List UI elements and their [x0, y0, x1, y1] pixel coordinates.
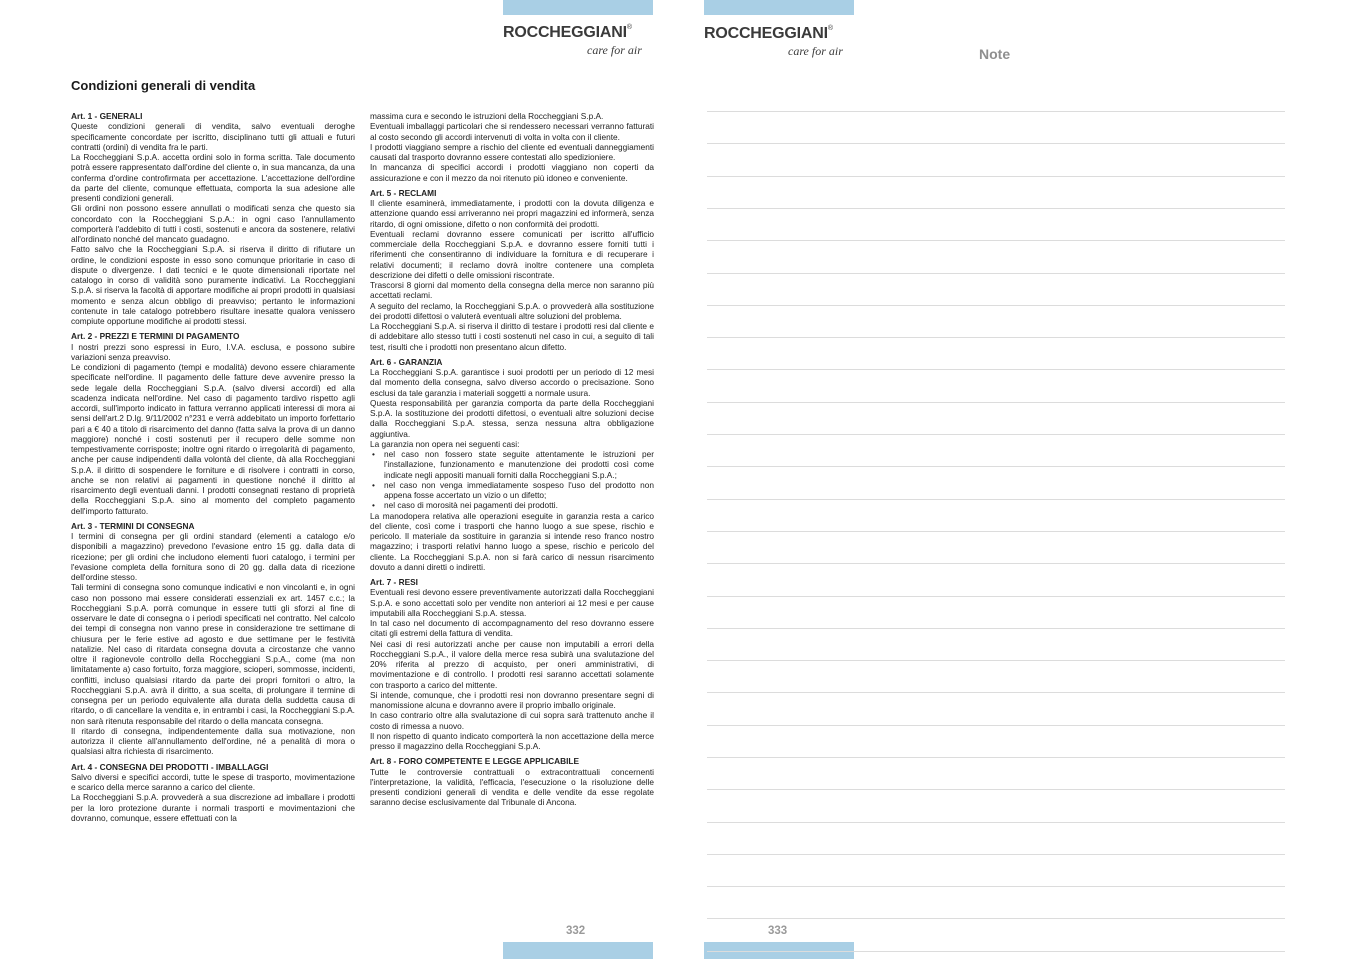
note-line — [707, 789, 1285, 790]
page-title: Condizioni generali di vendita — [71, 78, 256, 93]
page-number-left: 332 — [566, 925, 586, 937]
article-heading: Art. 2 - PREZZI E TERMINI DI PAGAMENTO — [71, 331, 240, 342]
article-heading: Art. 3 - TERMINI DI CONSEGNA — [71, 520, 195, 531]
note-line — [707, 854, 1285, 855]
article-paragraph: Questa responsabilità per garanzia comporta da parte della Roccheggiani S.p.A. la sostituzione dei prodotti difettosi, o eventuali altre soluzioni decise dalla Roccheggiani S.p.A. stessa, senza nessuna altra obbligazione aggiuntiva. — [370, 397, 654, 439]
note-line — [707, 692, 1285, 693]
article-bullet-item: • nel caso di morosità nei pagamenti dei prodotti. — [370, 500, 654, 510]
note-line — [707, 822, 1285, 823]
note-line — [707, 434, 1285, 435]
article-paragraph: Le condizioni di pagamento (tempi e modalità) devono essere chiaramente specificate nell'ordine. Il pagamento delle fatture deve avvenire presso la sede legale della Roccheggiani S.p.A. (salvo diversi accordi) ed alla scadenza indicata nell'ordine. Nel caso di pagamento tardivo rispetto agli accordi, sull'importo indicato in fattura verranno applicati interessi di mora ai sensi dell'art.2 D.lg. 9/11/2002 n°231 e verrà addebitato un importo forfettario pari a € 40 a titolo di risarcimento del danno (fatta salva la prova di un danno maggiore) nonché i costi sostenuti per il recupero delle somme non tempestivamente corrisposte; inoltre ogni ritardo o irregolarità di pagamento, anche per cause indipendenti dalla volontà del cliente, dà alla Roccheggiani S.p.A. il diritto di sospendere le forniture e di risolvere i contratti in corso, anche se non relativi ai pagamenti in questione nonché il diritto al risarcimento degli eventuali danni. I prodotti consegnati restano di proprietà della Roccheggiani S.p.A. sino al momento del completo pagamento dell'importo fatturato. — [71, 362, 355, 516]
note-line — [707, 111, 1285, 112]
article-paragraph: Il non rispetto di quanto indicato comporterà la non accettazione della merce presso il magazzino della Roccheggiani S.p.A. — [370, 730, 654, 751]
note-line — [707, 596, 1285, 597]
article-heading: Art. 1 - GENERALI — [71, 111, 143, 121]
page-number-right: 333 — [768, 925, 788, 937]
article-paragraph: In tal caso nel documento di accompagnamento del reso dovranno essere citati gli estremi della fattura di vendita. — [370, 618, 654, 639]
note-line — [707, 337, 1285, 338]
notes-title: Note — [979, 46, 1011, 62]
note-line — [707, 563, 1285, 564]
article-heading: Art. 4 - CONSEGNA DEI PRODOTTI - IMBALLAGGI — [71, 761, 269, 772]
note-line — [707, 918, 1285, 919]
article-heading: Art. 8 - FORO COMPETENTE E LEGGE APPLICABILE — [370, 756, 579, 767]
article-paragraph: Tutte le controversie contrattuali o extracontrattuali concernenti l'interpretazione, la validità, l'efficacia, l'esecuzione o la risoluzione delle presenti condizioni generali di vendita e delle vendite da esse regolate saranno decise esclusivamente dal Tribunale di Ancona. — [370, 766, 654, 808]
article-paragraph: Trascorsi 8 giorni dal momento della consegna della merce non saranno più accettati reclami. — [370, 280, 654, 301]
note-line — [707, 628, 1285, 629]
article-section — [370, 577, 654, 751]
article-paragraph: I termini di consegna per gli ordini standard (elementi a catalogo e/o disponibili a magazzino) prevedono l'evasione entro 15 gg. dalla data di ricezione; per gli ordini che includono elementi fuori catalogo, i termini per l'evasione completa della fornitura sono di 20 gg. dalla data di ricezione dell'ordine stesso. — [71, 531, 355, 582]
article-paragraph: Fatto salvo che la Roccheggiani S.p.A. si riserva il diritto di rifiutare un ordine, le condizioni esposte in esso sono comunque prioritarie in caso di dispute o divergenze. I dati tecnici e le quote dimensionali riportate nel catalogo in corso di validità sono puramente indicativi. La Roccheggiani S.p.A. si riserva la facoltà di apportare modifiche ai propri prodotti in qualsiasi momento e senza alcun obbligo di preavviso; pertanto le informazioni contenute in tale catalogo potrebbero risultare inesatte qualora venissero compiute opportune modifiche ai prodotti stessi. — [71, 244, 355, 326]
article-paragraph: I nostri prezzi sono espressi in Euro, I.V.A. esclusa, e possono subire variazioni senza preavviso. — [71, 341, 355, 362]
note-line — [707, 531, 1285, 532]
article-section — [71, 331, 355, 516]
brand-logo-right — [704, 21, 864, 65]
article-bullet-list — [370, 449, 654, 511]
article-section — [71, 762, 355, 824]
article-paragraph: La garanzia non opera nei seguenti casi: — [370, 438, 520, 449]
note-line — [707, 240, 1285, 241]
brand-tagline: care for air — [788, 44, 843, 58]
article-bullet-item: • nel caso non fossero state seguite attentamente le istruzioni per l'installazione, funzionamento e manutenzione dei prodotti così come indicate negli appositi manuali forniti dalla Roccheggiani S.p.A.; — [370, 449, 654, 480]
article-paragraph: I prodotti viaggiano sempre a rischio del cliente ed eventuali danneggiamenti causati dal trasporto dovranno essere contestati allo spedizioniere. — [370, 141, 654, 162]
article-paragraph: Eventuali reclami dovranno essere comunicati per iscritto all'ufficio commerciale della Roccheggiani S.p.A. e dovranno essere forniti tutti i riferimenti che consentiranno di individuare la fornitura e di recuperare i relativi documenti; il reclamo dovrà inoltre contenere una completa descrizione dei difetti o delle omissioni riscontrate. — [370, 228, 654, 280]
note-line — [707, 273, 1285, 274]
note-line — [707, 757, 1285, 758]
article-heading: Art. 7 - RESI — [370, 577, 418, 587]
top-tab-right — [704, 0, 854, 15]
article-paragraph: massima cura e secondo le istruzioni della Roccheggiani S.p.A. — [370, 111, 604, 121]
note-line — [707, 725, 1285, 726]
note-line — [707, 466, 1285, 467]
article-paragraph: La Roccheggiani S.p.A. si riserva il diritto di testare i prodotti resi dal cliente e di addebitare allo stesso tutti i costi sostenuti nel caso in cui, a seguito di tali test, risulti che i prodotti non presentano alcun difetto. — [370, 321, 654, 352]
article-bullet-item: • nel caso non venga immediatamente sospeso l'uso del prodotto non appena fosse accertato un vizio o un difetto; — [370, 480, 654, 501]
brand-name: ROCCHEGGIANI — [704, 25, 828, 42]
article-paragraph: Eventuali imballaggi particolari che si rendessero necessari verranno fatturati al costo secondo gli accordi intervenuti di volta in volta con il cliente. — [370, 121, 654, 142]
article-paragraph: La Roccheggiani S.p.A. accetta ordini solo in forma scritta. Tale documento potrà essere rappresentato dall'ordine del cliente o, in sua mancanza, da una conferma d'ordine controfirmata per accettazione. L'accettazione dell'ordine da parte del cliente, comunque effettuata, comporta la sua adesione alle presenti condizioni generali. — [71, 152, 355, 203]
note-line — [707, 369, 1285, 370]
note-line — [707, 208, 1285, 209]
note-line — [707, 143, 1285, 144]
article-paragraph: In caso contrario oltre alla svalutazione di cui sopra sarà trattenuto anche il costo di rimessa a nuovo. — [370, 710, 654, 731]
note-line — [707, 499, 1285, 500]
article-paragraph: La Roccheggiani S.p.A. provvederà a sua discrezione ad imballare i prodotti per la loro protezione durante i normali trasporti e movimentazioni che dovranno, comunque, essere effettuati con la — [71, 792, 355, 823]
article-heading: Art. 6 - GARANZIA — [370, 356, 443, 367]
note-line — [707, 886, 1285, 887]
article-section — [71, 521, 355, 757]
article-paragraph: Salvo diversi e specifici accordi, tutte le spese di trasporto, movimentazione e scarico della merce saranno a carico del cliente. — [71, 771, 355, 792]
article-section — [370, 756, 654, 807]
conditions-column-2 — [370, 111, 654, 813]
registered-mark: ® — [827, 25, 833, 32]
top-tab-left — [503, 0, 653, 15]
article-section — [370, 188, 654, 352]
article-section — [370, 111, 654, 183]
article-paragraph: La manodopera relativa alle operazioni eseguite in garanzia resta a carico del cliente, così come i trasporti che hanno luogo a sue spese, rischio e pericolo. Il materiale da sostituire in garanzia si intende reso franco nostro magazzino; i trasporti relativi hanno luogo a spese, rischio e pericolo del cliente. La Roccheggiani S.p.A. non si farà carico di nessun risarcimento dovuto a danni diretti o indiretti. — [370, 510, 654, 572]
article-paragraph: Tali termini di consegna sono comunque indicativi e non vincolanti e, in ogni caso non possono mai essere considerati essenziali ex art. 1457 c.c.; la Roccheggiani S.p.A. porrà comunque in essere tutti gli sforzi al fine di osservare le date di consegna o i periodi specificati nel contratto. Nel calcolo dei tempi di consegna non vanno prese in considerazione tre settimane di chiusura per le ferie estive ad agosto e due settimane per le festività natalizie. Nel caso di ritardata consegna dovuta a circostanze che vanno oltre il ragionevole controllo della Roccheggiani S.p.A., come (ma non limitatamente a) caso fortuito, forza maggiore, scioperi, sommosse, incidenti, conflitti, incluso qualsiasi ritardo da parte dei propri fornitori o altro, la Roccheggiani S.p.A. avrà il diritto, a sua scelta, di prolungare il termine di consegna per un periodo equivalente alla durata della suddetta causa di ritardo, o di cancellare la vendita e, in entrambi i casi, la Roccheggiani S.p.A. non sarà ritenuta responsabile del ritardo o della mancata consegna. — [71, 582, 355, 726]
article-paragraph: Nei casi di resi autorizzati anche per cause non imputabili a errori della Roccheggiani S.p.A., il valore della merce resa subirà una svalutazione del 20% riferita al prezzo di acquisto, per oneri amministrativi, di movimentazione e di controllo. I prodotti resi saranno accettati solamente con trasporto a carico del mittente. — [370, 638, 654, 690]
article-paragraph: Queste condizioni generali di vendita, salvo eventuali deroghe specificamente concordate per iscritto, disciplinano tutti gli attuali e futuri contratti (ordini) di vendita fra le parti. — [71, 121, 355, 152]
note-line — [707, 660, 1285, 661]
article-heading: Art. 5 - RECLAMI — [370, 187, 437, 198]
article-paragraph: La Roccheggiani S.p.A. garantisce i suoi prodotti per un periodo di 12 mesi dal momento della consegna, salvo diverso accordo o precisazione. Sono esclusi da tale garanzia i materiali soggetti a normale usura. — [370, 367, 654, 398]
article-paragraph: Il ritardo di consegna, indipendentemente dalla sua motivazione, non autorizza il cliente all'annullamento dell'ordine, né a penalità di mora o qualsiasi altra richiesta di risarcimento. — [71, 725, 355, 757]
note-line — [707, 951, 1285, 952]
article-paragraph: Gli ordini non possono essere annullati o modificati senza che questo sia concordato con la Roccheggiani S.p.A.: in ogni caso l'annullamento comporterà l'addebito di tutti i costi, sostenuti e ancora da sostenere, relativi all'ordinato nonché del mancato guadagno. — [71, 203, 355, 244]
brand-tagline: care for air — [587, 43, 642, 57]
article-paragraph: Il cliente esaminerà, immediatamente, i prodotti con la dovuta diligenza e attenzione quando essi arriveranno nei propri magazzini ed informerà, senza ritardo, di ogni omissione, difetto o non conformità dei prodotti. — [370, 198, 654, 229]
article-paragraph: Si intende, comunque, che i prodotti resi non dovranno presentare segni di manomissione alcuna e dovranno avere il proprio imballo originale. — [370, 689, 654, 710]
registered-mark: ® — [626, 24, 632, 31]
article-section — [71, 111, 355, 326]
note-line — [707, 305, 1285, 306]
article-section — [370, 357, 654, 572]
conditions-column-1 — [71, 111, 355, 828]
bottom-tab-left — [503, 942, 653, 959]
brand-name: ROCCHEGGIANI — [503, 24, 627, 41]
article-paragraph: Eventuali resi devono essere preventivamente autorizzati dalla Roccheggiani S.p.A. e sono accettati solo per vendite non anteriori ai 12 mesi e per cause imputabili alla Roccheggiani S.p.A. stessa. — [370, 587, 654, 618]
note-line — [707, 402, 1285, 403]
note-line — [707, 176, 1285, 177]
brand-logo-left — [503, 20, 663, 64]
article-paragraph: In mancanza di specifici accordi i prodotti viaggiano non coperti da assicurazione e con il mezzo da noi ritenuto più idoneo e conveniente. — [370, 162, 654, 183]
article-paragraph: A seguito del reclamo, la Roccheggiani S.p.A. o provvederà alla sostituzione dei prodotti difettosi o valuterà eventuali altre soluzioni del problema. — [370, 300, 654, 321]
